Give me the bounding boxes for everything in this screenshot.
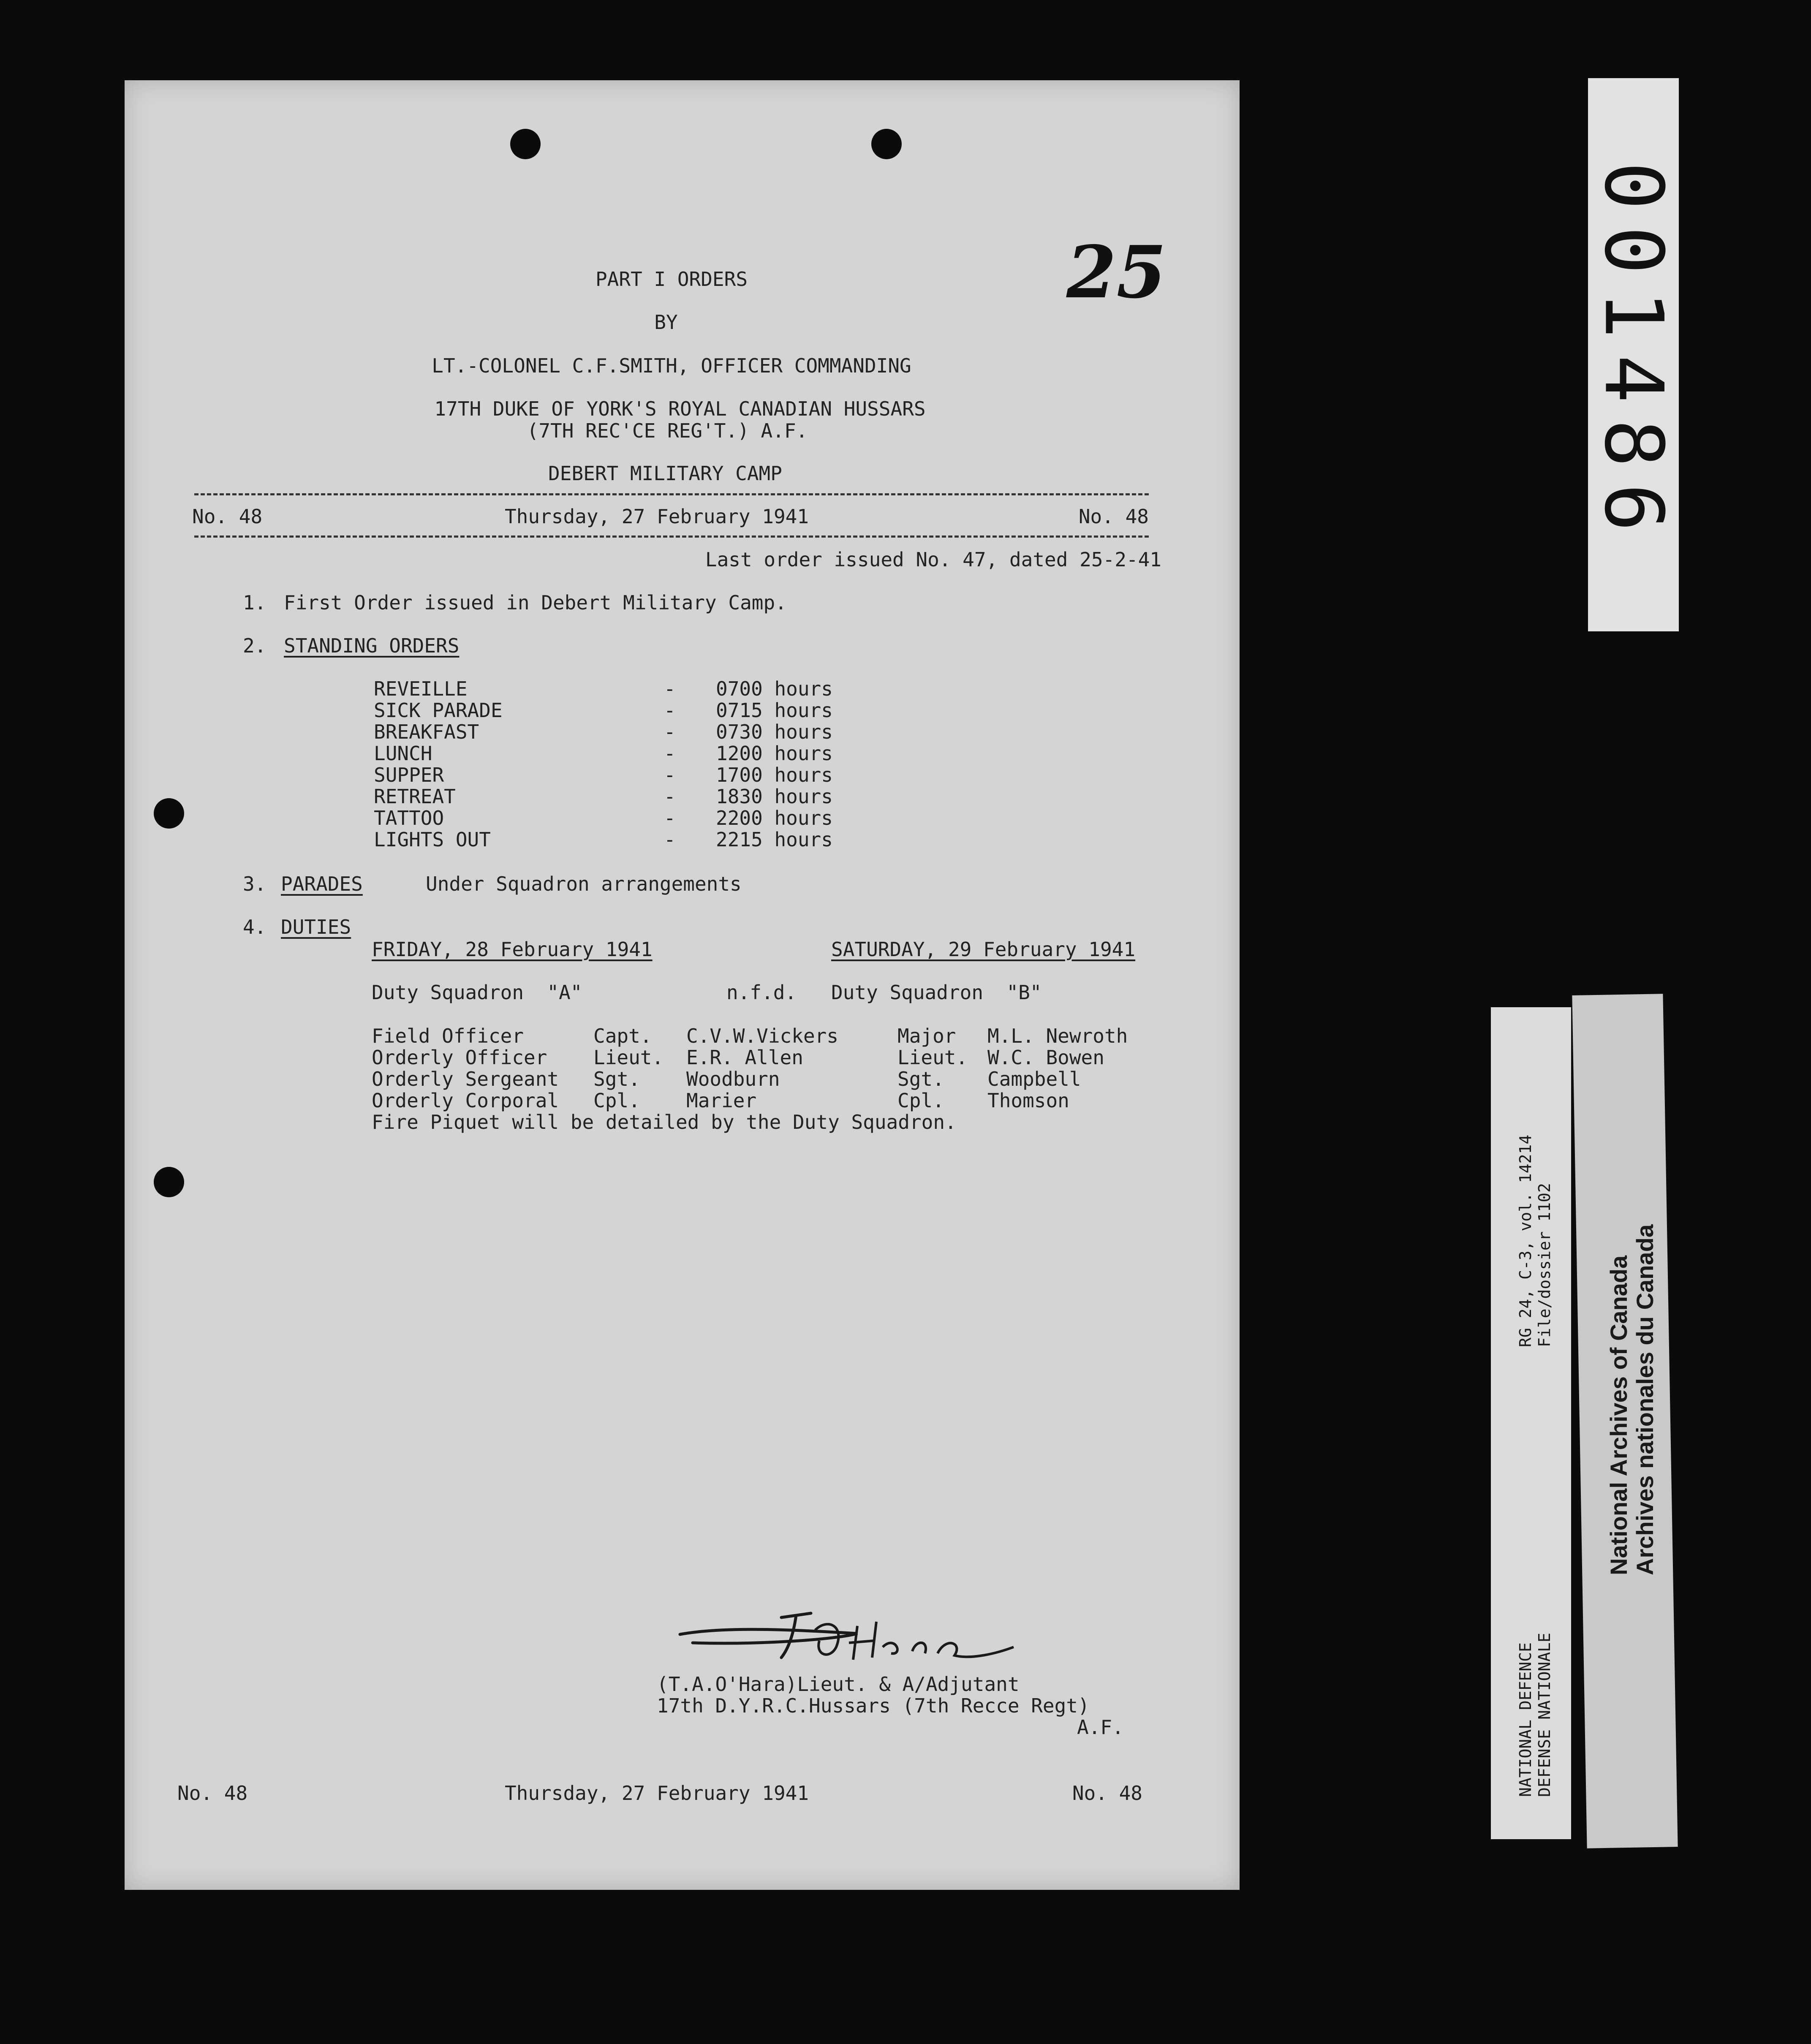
handwritten-signature — [676, 1601, 1047, 1672]
duty-squadron-2: Duty Squadron "B" — [831, 981, 1042, 1004]
order-date: Thursday, 27 February 1941 — [504, 505, 809, 528]
duty-day-2: SATURDAY, 29 February 1941 — [831, 938, 1136, 961]
schedule-dash: - — [664, 764, 676, 786]
schedule-time: 0700 hours — [716, 677, 833, 700]
archives-line-2: Archives nationales du Canada — [1632, 1224, 1658, 1575]
duty-name-friday: E.R. Allen — [686, 1046, 803, 1069]
schedule-event: REVEILLE — [374, 677, 468, 700]
punch-hole-top-left — [510, 129, 541, 159]
duty-name-saturday: Thomson — [987, 1089, 1069, 1112]
frame-number: 001486 — [1587, 161, 1680, 548]
schedule-time: 2200 hours — [716, 807, 833, 829]
schedule-time: 1200 hours — [716, 742, 833, 765]
parades-text: Under Squadron arrangements — [426, 873, 742, 895]
signature-line-2: 17th D.Y.R.C.Hussars (7th Recce Regt) — [657, 1694, 1090, 1717]
duty-rank-saturday: Cpl. — [897, 1089, 944, 1112]
punch-hole-left-lower — [154, 1167, 184, 1197]
duty-name-saturday: M.L. Newroth — [987, 1025, 1128, 1047]
punch-hole-top-right — [871, 129, 902, 159]
handwritten-page-number: 25 — [1066, 230, 1167, 315]
document-title: PART I ORDERS — [595, 268, 748, 291]
parades-heading: PARADES — [281, 873, 363, 895]
item-1-text: First Order issued in Debert Military Camp. — [284, 591, 787, 614]
heading-unit-line1: 17TH DUKE OF YORK'S ROYAL CANADIAN HUSSARS — [434, 397, 926, 420]
schedule-event: LIGHTS OUT — [374, 828, 491, 851]
nfd-note: n.f.d. — [726, 981, 797, 1004]
duty-rank-saturday: Sgt. — [897, 1068, 944, 1090]
item-3-number: 3. — [243, 873, 266, 895]
schedule-dash: - — [664, 828, 676, 851]
order-number-right: No. 48 — [1078, 505, 1149, 528]
schedule-event: SICK PARADE — [374, 699, 503, 722]
duty-rank-friday: Sgt. — [593, 1068, 640, 1090]
heading-location: DEBERT MILITARY CAMP — [548, 462, 782, 485]
schedule-time: 0715 hours — [716, 699, 833, 722]
heading-unit-line2: (7TH REC'CE REG'T.) A.F. — [527, 419, 808, 442]
order-number-left: No. 48 — [192, 505, 263, 528]
footer-date: Thursday, 27 February 1941 — [504, 1782, 809, 1805]
schedule-event: LUNCH — [374, 742, 432, 765]
duty-name-friday: C.V.W.Vickers — [686, 1025, 839, 1047]
schedule-dash: - — [664, 785, 676, 808]
signature-line-1: (T.A.O'Hara)Lieut. & A/Adjutant — [657, 1673, 1020, 1696]
heading-commander: LT.-COLONEL C.F.SMITH, OFFICER COMMANDING — [432, 354, 911, 377]
reference-line-1: RG 24, C-3, vol. 14214 — [1516, 1134, 1535, 1347]
dashed-rule-bottom — [194, 535, 1149, 538]
fire-piquet-note: Fire Piquet will be detailed by the Duty Squadron. — [372, 1111, 957, 1133]
punch-hole-left-upper — [154, 798, 184, 829]
duty-role: Orderly Corporal — [372, 1089, 559, 1112]
signature-line-3: A.F. — [1077, 1716, 1124, 1739]
item-4-number: 4. — [243, 916, 266, 938]
standing-orders-heading: STANDING ORDERS — [284, 634, 460, 657]
schedule-event: RETREAT — [374, 785, 456, 808]
duty-day-1: FRIDAY, 28 February 1941 — [372, 938, 653, 961]
schedule-event: SUPPER — [374, 764, 444, 786]
duty-rank-friday: Capt. — [593, 1025, 652, 1047]
duty-rank-saturday: Major — [897, 1025, 956, 1047]
duty-rank-saturday: Lieut. — [897, 1046, 968, 1069]
item-2-number: 2. — [243, 634, 266, 657]
schedule-event: BREAKFAST — [374, 720, 479, 743]
duty-role: Orderly Officer — [372, 1046, 547, 1069]
schedule-time: 0730 hours — [716, 720, 833, 743]
duty-role: Field Officer — [372, 1025, 524, 1047]
duty-name-friday: Woodburn — [686, 1068, 780, 1090]
department-line-1: NATIONAL DEFENCE — [1516, 1642, 1535, 1797]
schedule-dash: - — [664, 720, 676, 743]
duty-rank-friday: Cpl. — [593, 1089, 640, 1112]
schedule-time: 1700 hours — [716, 764, 833, 786]
duty-name-saturday: Campbell — [987, 1068, 1081, 1090]
duty-name-saturday: W.C. Bowen — [987, 1046, 1104, 1069]
schedule-time: 2215 hours — [716, 828, 833, 851]
heading-by: BY — [654, 311, 678, 334]
duty-rank-friday: Lieut. — [593, 1046, 664, 1069]
duty-squadron-1: Duty Squadron "A" — [372, 981, 582, 1004]
department-line-2: DEFENSE NATIONALE — [1535, 1633, 1554, 1797]
duties-heading: DUTIES — [281, 916, 351, 938]
reference-line-2: File/dossier 1102 — [1535, 1183, 1554, 1347]
schedule-dash: - — [664, 677, 676, 700]
archives-line-1: National Archives of Canada — [1605, 1255, 1632, 1575]
schedule-dash: - — [664, 742, 676, 765]
dashed-rule-top — [194, 493, 1149, 495]
duty-role: Orderly Sergeant — [372, 1068, 559, 1090]
schedule-time: 1830 hours — [716, 785, 833, 808]
footer-number-right: No. 48 — [1072, 1782, 1142, 1805]
schedule-dash: - — [664, 807, 676, 829]
last-order-note: Last order issued No. 47, dated 25-2-41 — [705, 548, 1161, 571]
schedule-event: TATTOO — [374, 807, 444, 829]
schedule-dash: - — [664, 699, 676, 722]
item-1-number: 1. — [243, 591, 266, 614]
duty-name-friday: Marier — [686, 1089, 757, 1112]
footer-number-left: No. 48 — [177, 1782, 248, 1805]
